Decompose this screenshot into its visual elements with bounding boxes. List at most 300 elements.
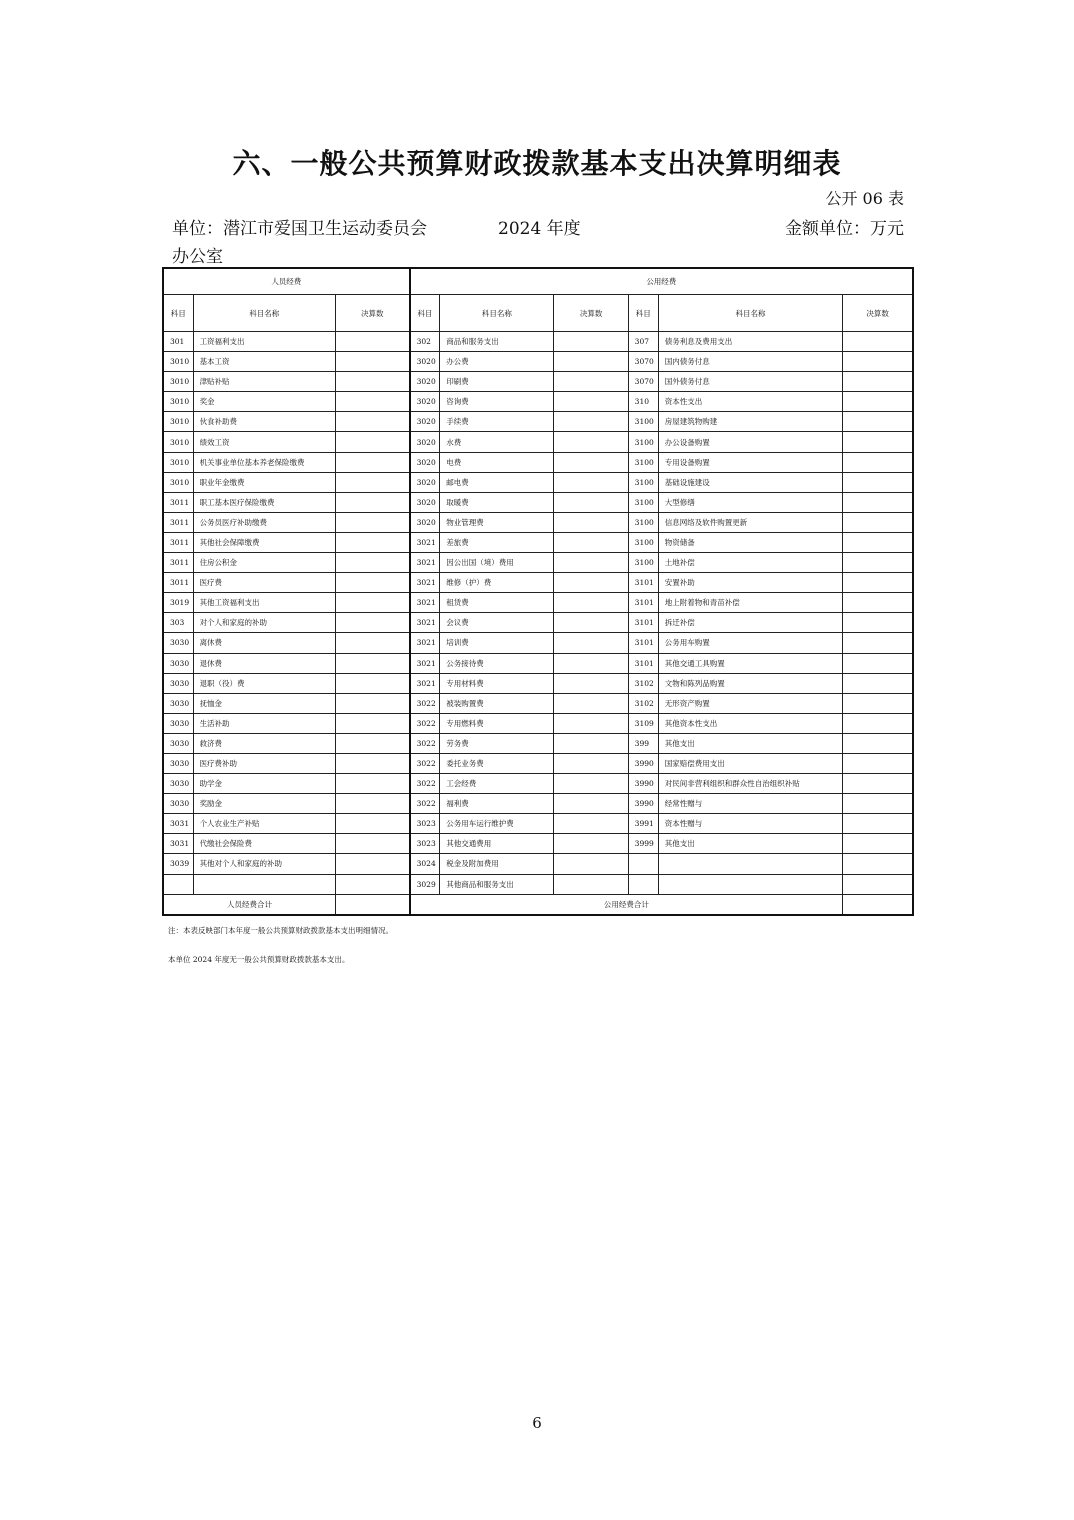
cell-code: 301 xyxy=(163,332,193,352)
cell-amount xyxy=(843,352,913,372)
cell-code: 3023 xyxy=(410,834,440,854)
cell-amount xyxy=(843,753,913,773)
table-row xyxy=(163,372,913,392)
cell-amount xyxy=(554,633,628,653)
cell-name: 劳务费 xyxy=(440,733,554,753)
cell-name: 基本工资 xyxy=(193,352,335,372)
cell-code: 3102 xyxy=(628,673,658,693)
cell-amount xyxy=(843,693,913,713)
cell-amount xyxy=(335,693,409,713)
unit-name-cont: 办公室 xyxy=(172,247,223,267)
cell-amount xyxy=(335,774,409,794)
cell-name: 绩效工资 xyxy=(193,432,335,452)
cell-code: 3100 xyxy=(628,412,658,432)
table-row xyxy=(163,532,913,552)
cell-name: 被装购置费 xyxy=(440,693,554,713)
cell-code: 3029 xyxy=(410,874,440,894)
cell-code: 3030 xyxy=(163,733,193,753)
cell-code: 3102 xyxy=(628,693,658,713)
cell-name: 咨询费 xyxy=(440,392,554,412)
money-unit: 金额单位：万元 xyxy=(785,219,904,239)
cell-code: 3021 xyxy=(410,653,440,673)
table-row xyxy=(163,392,913,412)
table-row xyxy=(163,753,913,773)
cell-amount xyxy=(335,753,409,773)
table-row xyxy=(163,713,913,733)
cell-code: 307 xyxy=(628,332,658,352)
cell-amount xyxy=(335,794,409,814)
table-row xyxy=(163,553,913,573)
cell-code: 3019 xyxy=(163,593,193,613)
cell-amount xyxy=(335,834,409,854)
table-row xyxy=(163,733,913,753)
cell-name: 助学金 xyxy=(193,774,335,794)
table-row xyxy=(163,352,913,372)
cell-name: 退休费 xyxy=(193,653,335,673)
cell-amount xyxy=(843,372,913,392)
fiscal-year: 2024 年度 xyxy=(498,219,581,239)
cell-amount xyxy=(843,613,913,633)
cell-amount xyxy=(335,553,409,573)
cell-name: 个人农业生产补贴 xyxy=(193,814,335,834)
cell-name: 国家赔偿费用支出 xyxy=(658,753,842,773)
table-row xyxy=(163,874,913,894)
cell-name: 医疗费补助 xyxy=(193,753,335,773)
cell-code: 399 xyxy=(628,733,658,753)
col-code: 科目 xyxy=(163,295,193,332)
cell-name: 职业年金缴费 xyxy=(193,472,335,492)
cell-code: 3022 xyxy=(410,774,440,794)
cell-amount xyxy=(554,553,628,573)
cell-amount xyxy=(554,693,628,713)
cell-amount xyxy=(335,392,409,412)
public-total-amount xyxy=(843,894,913,915)
cell-amount xyxy=(554,472,628,492)
cell-code xyxy=(628,874,658,894)
cell-code: 3030 xyxy=(163,653,193,673)
cell-amount xyxy=(554,512,628,532)
cell-code: 3021 xyxy=(410,593,440,613)
cell-code: 3010 xyxy=(163,472,193,492)
cell-amount xyxy=(335,874,409,894)
cell-code: 3021 xyxy=(410,673,440,693)
cell-code: 3100 xyxy=(628,532,658,552)
cell-amount xyxy=(554,874,628,894)
public-header: 公用经费 xyxy=(410,268,913,295)
cell-amount xyxy=(335,532,409,552)
cell-name: 专用燃料费 xyxy=(440,713,554,733)
cell-name: 会议费 xyxy=(440,613,554,633)
col-amount: 决算数 xyxy=(335,295,409,332)
cell-amount xyxy=(335,412,409,432)
cell-code: 3030 xyxy=(163,693,193,713)
cell-name xyxy=(193,874,335,894)
cell-code: 3031 xyxy=(163,834,193,854)
cell-code: 3020 xyxy=(410,472,440,492)
cell-name: 其他资本性支出 xyxy=(658,713,842,733)
cell-name xyxy=(658,874,842,894)
cell-code: 3024 xyxy=(410,854,440,874)
cell-code: 3990 xyxy=(628,794,658,814)
cell-amount xyxy=(335,653,409,673)
cell-amount xyxy=(843,512,913,532)
cell-amount xyxy=(335,452,409,472)
table-row xyxy=(163,593,913,613)
cell-code: 3010 xyxy=(163,372,193,392)
cell-name: 其他支出 xyxy=(658,834,842,854)
cell-code xyxy=(628,854,658,874)
cell-name: 办公费 xyxy=(440,352,554,372)
cell-code: 3100 xyxy=(628,452,658,472)
cell-amount xyxy=(335,613,409,633)
cell-name: 机关事业单位基本养老保险缴费 xyxy=(193,452,335,472)
cell-name: 邮电费 xyxy=(440,472,554,492)
table-row xyxy=(163,653,913,673)
cell-code: 3022 xyxy=(410,753,440,773)
public-total-label: 公用经费合计 xyxy=(410,894,843,915)
cell-code: 3101 xyxy=(628,613,658,633)
cell-name: 物资储备 xyxy=(658,532,842,552)
cell-amount xyxy=(843,713,913,733)
table-row xyxy=(163,332,913,352)
cell-amount xyxy=(843,432,913,452)
cell-code: 3100 xyxy=(628,553,658,573)
cell-name: 拆迁补偿 xyxy=(658,613,842,633)
cell-code: 3020 xyxy=(410,432,440,452)
cell-code: 3039 xyxy=(163,854,193,874)
table-row xyxy=(163,794,913,814)
table-row xyxy=(163,693,913,713)
cell-code: 3010 xyxy=(163,452,193,472)
table-row xyxy=(163,673,913,693)
cell-amount xyxy=(843,452,913,472)
cell-name: 其他交通工具购置 xyxy=(658,653,842,673)
cell-amount xyxy=(554,352,628,372)
cell-code: 3100 xyxy=(628,432,658,452)
cell-amount xyxy=(554,814,628,834)
col-amount: 决算数 xyxy=(554,295,628,332)
no-expenditure-note: 本单位 2024 年度无一般公共预算财政拨款基本支出。 xyxy=(168,955,350,964)
cell-amount xyxy=(843,472,913,492)
cell-amount xyxy=(335,492,409,512)
cell-name: 电费 xyxy=(440,452,554,472)
cell-name: 公务接待费 xyxy=(440,653,554,673)
cell-amount xyxy=(843,673,913,693)
cell-amount xyxy=(554,372,628,392)
cell-code: 302 xyxy=(410,332,440,352)
cell-amount xyxy=(335,733,409,753)
cell-amount xyxy=(554,573,628,593)
page-title: 六、一般公共预算财政拨款基本支出决算明细表 xyxy=(232,147,842,180)
cell-name: 维修（护）费 xyxy=(440,573,554,593)
cell-name: 债务利息及费用支出 xyxy=(658,332,842,352)
totals-row xyxy=(163,894,913,915)
cell-name: 其他工资福利支出 xyxy=(193,593,335,613)
expenditure-table xyxy=(162,267,914,916)
cell-amount xyxy=(843,492,913,512)
cell-name: 专用材料费 xyxy=(440,673,554,693)
unit-name: 单位：潜江市爱国卫生运动委员会 xyxy=(172,219,427,239)
cell-code: 310 xyxy=(628,392,658,412)
cell-amount xyxy=(554,613,628,633)
cell-amount xyxy=(843,774,913,794)
table-row xyxy=(163,633,913,653)
col-name: 科目名称 xyxy=(440,295,554,332)
cell-code: 3999 xyxy=(628,834,658,854)
cell-name: 住房公积金 xyxy=(193,553,335,573)
cell-code: 3021 xyxy=(410,532,440,552)
cell-amount xyxy=(843,633,913,653)
table-note: 注：本表反映部门本年度一般公共预算财政拨款基本支出明细情况。 xyxy=(168,926,393,935)
cell-name: 离休费 xyxy=(193,633,335,653)
cell-name: 救济费 xyxy=(193,733,335,753)
col-name: 科目名称 xyxy=(193,295,335,332)
personnel-total-label: 人员经费合计 xyxy=(163,894,335,915)
cell-code: 3011 xyxy=(163,512,193,532)
cell-name: 办公设备购置 xyxy=(658,432,842,452)
cell-name: 土地补偿 xyxy=(658,553,842,573)
cell-name: 其他支出 xyxy=(658,733,842,753)
cell-amount xyxy=(554,392,628,412)
cell-code: 3020 xyxy=(410,452,440,472)
cell-amount xyxy=(335,352,409,372)
cell-amount xyxy=(554,733,628,753)
cell-code: 3020 xyxy=(410,392,440,412)
table-row xyxy=(163,573,913,593)
cell-name: 工会经费 xyxy=(440,774,554,794)
cell-name: 经常性赠与 xyxy=(658,794,842,814)
cell-amount xyxy=(335,593,409,613)
cell-amount xyxy=(554,753,628,773)
cell-code: 3011 xyxy=(163,573,193,593)
cell-name: 奖励金 xyxy=(193,794,335,814)
cell-name: 培训费 xyxy=(440,633,554,653)
cell-amount xyxy=(335,814,409,834)
cell-name: 资本性支出 xyxy=(658,392,842,412)
cell-code: 3030 xyxy=(163,673,193,693)
cell-amount xyxy=(554,794,628,814)
cell-name: 公务用车运行维护费 xyxy=(440,814,554,834)
cell-name: 安置补助 xyxy=(658,573,842,593)
table-row xyxy=(163,432,913,452)
cell-name: 房屋建筑物购建 xyxy=(658,412,842,432)
cell-amount xyxy=(843,834,913,854)
cell-code: 3022 xyxy=(410,733,440,753)
cell-name: 对个人和家庭的补助 xyxy=(193,613,335,633)
cell-code: 3022 xyxy=(410,794,440,814)
col-code: 科目 xyxy=(628,295,658,332)
cell-name: 委托业务费 xyxy=(440,753,554,773)
cell-code: 3109 xyxy=(628,713,658,733)
cell-code: 3020 xyxy=(410,372,440,392)
cell-name: 信息网络及软件购置更新 xyxy=(658,512,842,532)
cell-name: 物业管理费 xyxy=(440,512,554,532)
cell-name: 国外债务付息 xyxy=(658,372,842,392)
cell-amount xyxy=(843,532,913,552)
cell-code: 3101 xyxy=(628,653,658,673)
cell-code: 3021 xyxy=(410,553,440,573)
cell-code: 3020 xyxy=(410,492,440,512)
cell-amount xyxy=(843,794,913,814)
cell-name: 基础设施建设 xyxy=(658,472,842,492)
cell-code: 3100 xyxy=(628,492,658,512)
cell-name: 其他商品和服务支出 xyxy=(440,874,554,894)
cell-amount xyxy=(843,733,913,753)
cell-code: 3022 xyxy=(410,693,440,713)
cell-code: 3070 xyxy=(628,372,658,392)
cell-code: 3021 xyxy=(410,573,440,593)
cell-code xyxy=(163,874,193,894)
cell-name: 公务用车购置 xyxy=(658,633,842,653)
cell-code: 3030 xyxy=(163,774,193,794)
cell-code: 3011 xyxy=(163,532,193,552)
cell-amount xyxy=(843,573,913,593)
cell-amount xyxy=(843,854,913,874)
cell-name: 税金及附加费用 xyxy=(440,854,554,874)
cell-amount xyxy=(335,512,409,532)
cell-amount xyxy=(554,432,628,452)
cell-name: 津贴补贴 xyxy=(193,372,335,392)
cell-code: 3021 xyxy=(410,613,440,633)
cell-name: 奖金 xyxy=(193,392,335,412)
cell-name: 印刷费 xyxy=(440,372,554,392)
cell-name: 无形资产购置 xyxy=(658,693,842,713)
cell-amount xyxy=(843,412,913,432)
cell-code: 3022 xyxy=(410,713,440,733)
cell-code: 3990 xyxy=(628,753,658,773)
table-row xyxy=(163,412,913,432)
cell-code: 3011 xyxy=(163,553,193,573)
table-row xyxy=(163,834,913,854)
cell-amount xyxy=(843,593,913,613)
cell-amount xyxy=(843,392,913,412)
cell-amount xyxy=(554,834,628,854)
cell-name: 伙食补助费 xyxy=(193,412,335,432)
cell-name: 其他社会保障缴费 xyxy=(193,532,335,552)
cell-name: 福利费 xyxy=(440,794,554,814)
table-row xyxy=(163,774,913,794)
cell-amount xyxy=(843,814,913,834)
cell-code: 3100 xyxy=(628,512,658,532)
cell-amount xyxy=(554,774,628,794)
cell-amount xyxy=(335,332,409,352)
cell-code: 3100 xyxy=(628,472,658,492)
cell-code: 3010 xyxy=(163,352,193,372)
cell-name: 生活补助 xyxy=(193,713,335,733)
cell-amount xyxy=(554,532,628,552)
cell-code: 3020 xyxy=(410,512,440,532)
cell-name: 资本性赠与 xyxy=(658,814,842,834)
cell-code: 3101 xyxy=(628,573,658,593)
cell-amount xyxy=(335,432,409,452)
table-row xyxy=(163,472,913,492)
cell-code: 3010 xyxy=(163,392,193,412)
cell-name: 医疗费 xyxy=(193,573,335,593)
col-code: 科目 xyxy=(410,295,440,332)
cell-amount xyxy=(554,673,628,693)
cell-amount xyxy=(843,874,913,894)
cell-name: 代缴社会保险费 xyxy=(193,834,335,854)
cell-amount xyxy=(554,854,628,874)
cell-code: 3101 xyxy=(628,633,658,653)
cell-code: 3030 xyxy=(163,753,193,773)
cell-name: 专用设备购置 xyxy=(658,452,842,472)
cell-code: 3023 xyxy=(410,814,440,834)
cell-name: 工资福利支出 xyxy=(193,332,335,352)
table-row xyxy=(163,814,913,834)
cell-code: 3070 xyxy=(628,352,658,372)
personnel-header: 人员经费 xyxy=(163,268,410,295)
cell-code: 3030 xyxy=(163,633,193,653)
cell-amount xyxy=(554,593,628,613)
cell-amount xyxy=(843,332,913,352)
cell-amount xyxy=(554,332,628,352)
table-row xyxy=(163,492,913,512)
cell-amount xyxy=(335,472,409,492)
cell-code: 3991 xyxy=(628,814,658,834)
cell-name: 其他对个人和家庭的补助 xyxy=(193,854,335,874)
cell-name: 职工基本医疗保险缴费 xyxy=(193,492,335,512)
cell-amount xyxy=(554,492,628,512)
cell-amount xyxy=(554,412,628,432)
form-number: 公开 06 表 xyxy=(825,189,904,208)
cell-code: 3020 xyxy=(410,412,440,432)
cell-name: 公务员医疗补助缴费 xyxy=(193,512,335,532)
cell-code: 3031 xyxy=(163,814,193,834)
cell-amount xyxy=(843,653,913,673)
cell-code: 3030 xyxy=(163,713,193,733)
col-name: 科目名称 xyxy=(658,295,842,332)
personnel-total-amount xyxy=(335,894,409,915)
cell-name: 大型修缮 xyxy=(658,492,842,512)
cell-name: 抚恤金 xyxy=(193,693,335,713)
cell-name: 因公出国（境）费用 xyxy=(440,553,554,573)
cell-name: 差旅费 xyxy=(440,532,554,552)
cell-code: 3010 xyxy=(163,432,193,452)
cell-name: 国内债务付息 xyxy=(658,352,842,372)
cell-name: 取暖费 xyxy=(440,492,554,512)
cell-amount xyxy=(335,713,409,733)
table-row xyxy=(163,512,913,532)
cell-amount xyxy=(335,673,409,693)
cell-amount xyxy=(335,633,409,653)
cell-code: 303 xyxy=(163,613,193,633)
cell-amount xyxy=(843,553,913,573)
table-row xyxy=(163,613,913,633)
table-row xyxy=(163,854,913,874)
cell-code: 3021 xyxy=(410,633,440,653)
col-amount: 决算数 xyxy=(843,295,913,332)
cell-code: 3030 xyxy=(163,794,193,814)
cell-code: 3011 xyxy=(163,492,193,512)
cell-name: 地上附着物和青苗补偿 xyxy=(658,593,842,613)
cell-amount xyxy=(554,452,628,472)
cell-code: 3010 xyxy=(163,412,193,432)
table-row xyxy=(163,452,913,472)
cell-name: 租赁费 xyxy=(440,593,554,613)
cell-name: 退职（役）费 xyxy=(193,673,335,693)
cell-amount xyxy=(335,573,409,593)
cell-name: 文物和陈列品购置 xyxy=(658,673,842,693)
cell-name: 手续费 xyxy=(440,412,554,432)
page-number: 6 xyxy=(532,1414,542,1432)
cell-amount xyxy=(335,854,409,874)
cell-name: 水费 xyxy=(440,432,554,452)
cell-name: 商品和服务支出 xyxy=(440,332,554,352)
cell-name: 其他交通费用 xyxy=(440,834,554,854)
cell-code: 3101 xyxy=(628,593,658,613)
cell-amount xyxy=(554,713,628,733)
